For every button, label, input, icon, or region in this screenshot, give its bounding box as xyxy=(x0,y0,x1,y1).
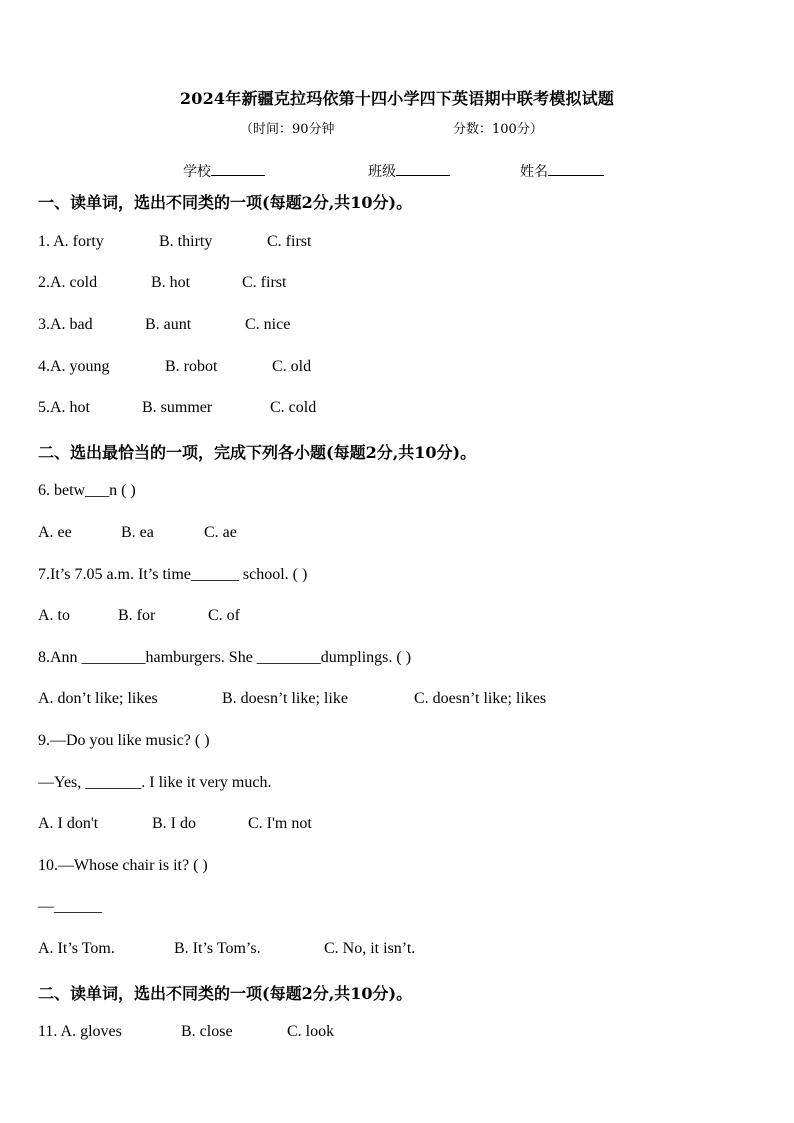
exam-time: （时间：90分钟 xyxy=(240,122,335,137)
question-11-option-b: B. close xyxy=(181,1023,233,1040)
question-9-stem: 9.—Do you like music? ( ) xyxy=(38,732,210,749)
question-7-option-a: A. to xyxy=(38,607,70,624)
question-6-option-c: C. ae xyxy=(204,524,237,541)
question-8-option-a: A. don’t like; likes xyxy=(38,690,158,707)
school-blank xyxy=(211,160,265,176)
exam-title: 2024年新疆克拉玛依第十四小学四下英语期中联考模拟试题 xyxy=(179,89,615,108)
question-11-option-a: 11. A. gloves xyxy=(38,1023,122,1040)
question-10-option-a: A. It’s Tom. xyxy=(38,940,115,957)
question-10-option-c: C. No, it isn’t. xyxy=(324,940,416,957)
question-1-option-a: 1. A. forty xyxy=(38,233,104,250)
question-8-option-c: C. doesn’t like; likes xyxy=(414,690,547,707)
question-4-option-b: B. robot xyxy=(165,358,218,375)
question-2-option-c: C. first xyxy=(242,274,287,291)
question-6-stem: 6. betw___n ( ) xyxy=(38,482,136,499)
question-3-option-b: B. aunt xyxy=(145,316,192,333)
question-1-option-c: C. first xyxy=(267,233,312,250)
question-5-option-b: B. summer xyxy=(142,399,213,416)
question-11-option-c: C. look xyxy=(287,1023,335,1040)
question-9-reply: —Yes, _______. I like it very much. xyxy=(38,774,272,791)
question-10-reply: —______ xyxy=(38,898,102,915)
name-blank xyxy=(548,160,604,176)
section-heading: 一、读单词，选出不同类的一项(每题2分,共10分)。 xyxy=(38,193,413,212)
question-6-option-b: B. ea xyxy=(121,524,154,541)
question-4-option-c: C. old xyxy=(272,358,312,375)
section-heading: 二、读单词，选出不同类的一项(每题2分,共10分)。 xyxy=(38,984,413,1003)
question-2-option-a: 2.A. cold xyxy=(38,274,98,291)
question-6-option-a: A. ee xyxy=(38,524,72,541)
question-9-option-b: B. I do xyxy=(152,815,196,832)
exam-score: 分数：100分） xyxy=(453,122,543,137)
class-field xyxy=(368,160,450,181)
question-10-stem: 10.—Whose chair is it? ( ) xyxy=(38,857,208,874)
question-10-option-b: B. It’s Tom’s. xyxy=(174,940,261,957)
question-5-option-a: 5.A. hot xyxy=(38,399,90,416)
question-8-stem: 8.Ann ________hamburgers. She ________dumplings. ( ) xyxy=(38,649,412,666)
question-1-option-b: B. thirty xyxy=(159,233,213,250)
name-field xyxy=(520,160,604,181)
question-7-option-b: B. for xyxy=(118,607,156,624)
question-8-option-b: B. doesn’t like; like xyxy=(222,690,348,707)
class-blank xyxy=(396,160,450,176)
school-label: 学校 xyxy=(183,164,211,180)
question-2-option-b: B. hot xyxy=(151,274,191,291)
question-3-option-c: C. nice xyxy=(245,316,291,333)
question-7-option-c: C. of xyxy=(208,607,240,624)
question-4-option-a: 4.A. young xyxy=(38,358,110,375)
section-heading: 二、选出最恰当的一项，完成下列各小题(每题2分,共10分)。 xyxy=(38,443,477,462)
name-label: 姓名 xyxy=(520,164,548,180)
school-field xyxy=(183,160,265,181)
question-5-option-c: C. cold xyxy=(270,399,317,416)
class-label: 班级 xyxy=(368,164,396,180)
question-9-option-a: A. I don't xyxy=(38,815,99,832)
question-9-option-c: C. I'm not xyxy=(248,815,312,832)
question-3-option-a: 3.A. bad xyxy=(38,316,93,333)
question-7-stem: 7.It’s 7.05 a.m. It’s time______ school. ( ) xyxy=(38,566,308,583)
